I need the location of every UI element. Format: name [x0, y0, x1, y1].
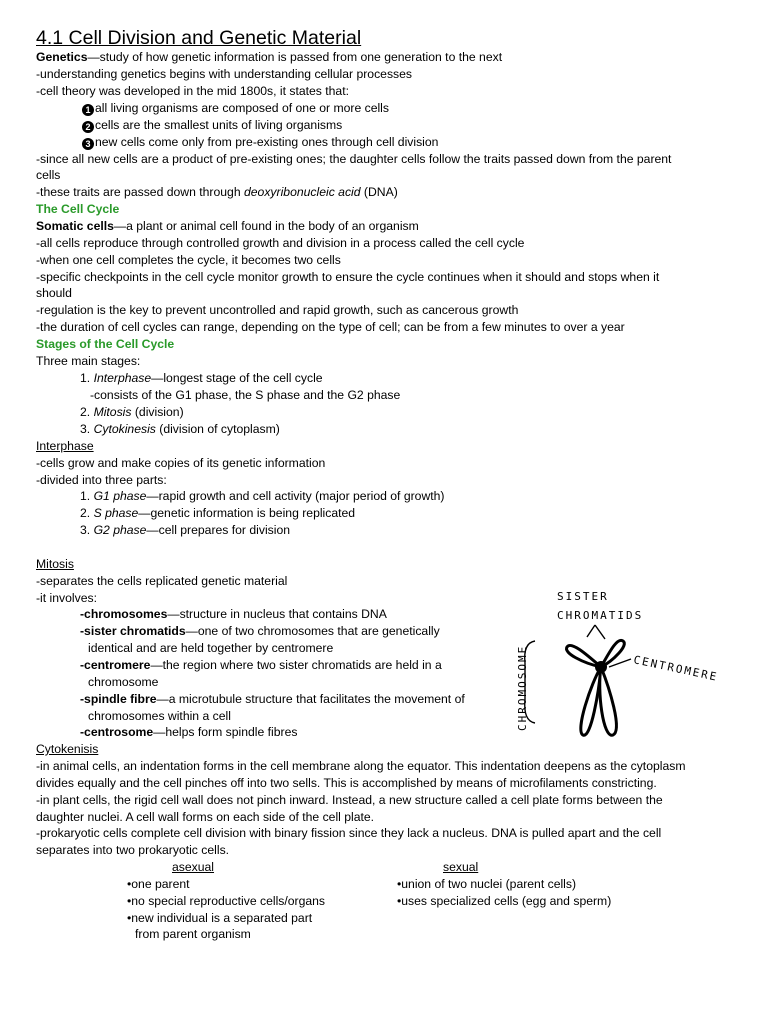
somatic-definition — [36, 218, 419, 235]
term-def-cont: identical and are held together by centromere — [88, 641, 334, 655]
interphase-line: -divided into three parts: — [36, 473, 167, 487]
stage-def: (division) — [131, 405, 184, 419]
number-badge: 2 — [82, 121, 94, 133]
stage-item — [80, 421, 280, 438]
chromosome-diagram — [505, 583, 735, 743]
cycle-line: should — [36, 286, 72, 300]
dna-term: deoxyribonucleic acid — [244, 185, 361, 199]
term-label: -sister chromatids — [80, 624, 186, 638]
phase-def: —cell prepares for division — [146, 523, 291, 537]
stage-number: 1. — [80, 371, 94, 385]
term-label: -centromere — [80, 658, 151, 672]
term-def: —one of two chromosomes that are genetically — [185, 624, 440, 638]
phase-item — [80, 488, 444, 505]
section-heading-cell-cycle: The Cell Cycle — [36, 202, 120, 216]
phase-term: S phase — [93, 506, 139, 520]
asexual-item: •no special reproductive cells/organs — [127, 894, 326, 908]
term-def-cont: chromosomes within a cell — [88, 709, 231, 723]
stage-term: Cytokinesis — [93, 422, 156, 436]
cytokinesis-line: separates into two prokaryotic cells. — [36, 843, 230, 857]
cycle-line: -all cells reproduce through controlled growth and division in a process called the cell cycle — [36, 236, 525, 250]
stage-item — [80, 370, 323, 387]
section-heading-mitosis: Mitosis — [36, 557, 74, 571]
cycle-line: -the duration of cell cycles can range, depending on the type of cell; can be from a few minutes to over a year — [36, 320, 625, 334]
number-badge: 3 — [82, 138, 94, 150]
term-label: -spindle fibre — [80, 692, 157, 706]
stage-term: Interphase — [93, 371, 152, 385]
chromatid-left — [566, 645, 601, 735]
pointer-line — [595, 625, 605, 639]
cycle-line: -when one cell completes the cycle, it becomes two cells — [36, 253, 341, 267]
stage-number: 3. — [80, 422, 94, 436]
label-centromere: CENTROMERE — [632, 653, 720, 684]
cytokinesis-line: daughter nuclei. A cell wall forms on each side of the cell plate. — [36, 810, 375, 824]
theory-text: all living organisms are composed of one or more cells — [95, 101, 389, 115]
cycle-line: -specific checkpoints in the cell cycle monitor growth to ensure the cycle continues when it should and stops when it — [36, 270, 660, 284]
chromatid-right — [600, 640, 625, 735]
intro-line: -since all new cells are a product of pre-existing ones; the daughter cells follow the traits passed down from the parent — [36, 152, 672, 166]
dna-line-pre: -these traits are passed down through — [36, 185, 244, 199]
genetics-definition — [36, 49, 502, 66]
mitosis-line: -it involves: — [36, 591, 97, 605]
phase-number: 1. — [80, 489, 94, 503]
term-def: —a microtubule structure that facilitates the movement of — [156, 692, 465, 706]
term-chromosomes — [80, 606, 387, 623]
phase-term: G2 phase — [93, 523, 147, 537]
asexual-item: •new individual is a separated part — [127, 911, 313, 925]
stage-def: —longest stage of the cell cycle — [151, 371, 323, 385]
asexual-item-cont: from parent organism — [135, 927, 251, 941]
cytokinesis-line: -prokaryotic cells complete cell division with binary fission since they lack a nucleus. DNA is pulled apart and the cell — [36, 826, 662, 840]
somatic-def-text: —a plant or animal cell found in the body of an organism — [113, 219, 419, 233]
stage-number: 2. — [80, 405, 94, 419]
term-def: —structure in nucleus that contains DNA — [167, 607, 387, 621]
term-centrosome — [80, 724, 297, 741]
term-label: -chromosomes — [80, 607, 168, 621]
label-chromosome: CHROMOSOME — [516, 644, 529, 731]
theory-item — [82, 134, 438, 151]
phase-number: 2. — [80, 506, 94, 520]
phase-def: —genetic information is being replicated — [138, 506, 356, 520]
dna-line — [36, 184, 398, 201]
number-badge: 1 — [82, 104, 94, 116]
theory-text: new cells come only from pre-existing ones through cell division — [95, 135, 439, 149]
cytokinesis-line: -in animal cells, an indentation forms in the cell membrane along the equator. This indentation deepens as the cytoplasm — [36, 759, 686, 773]
interphase-line: -cells grow and make copies of its genetic information — [36, 456, 326, 470]
intro-line: cells — [36, 168, 61, 182]
cytokinesis-line: divides equally and the cell pinches off into two sells. This is accomplished by means of microfilaments constricting. — [36, 776, 657, 790]
section-heading-cytokinesis: Cytokenisis — [36, 742, 99, 756]
dna-line-post: (DNA) — [360, 185, 398, 199]
sexual-heading: sexual — [443, 860, 479, 874]
term-def-cont: chromosome — [88, 675, 159, 689]
mitosis-line: -separates the cells replicated genetic material — [36, 574, 288, 588]
asexual-item: •one parent — [127, 877, 190, 891]
phase-def: —rapid growth and cell activity (major period of growth) — [146, 489, 445, 503]
phase-term: G1 phase — [93, 489, 147, 503]
theory-text: cells are the smallest units of living organisms — [95, 118, 343, 132]
somatic-term: Somatic cells — [36, 219, 114, 233]
centromere-dot — [595, 661, 607, 673]
phase-number: 3. — [80, 523, 94, 537]
sexual-item: •union of two nuclei (parent cells) — [397, 877, 577, 891]
term-def: —the region where two sister chromatids are held in a — [150, 658, 442, 672]
cytokinesis-line: -in plant cells, the rigid cell wall does not pinch inward. Instead, a new structure called a cell plate forms between the — [36, 793, 663, 807]
stages-intro: Three main stages: — [36, 354, 141, 368]
genetics-def-text: —study of how genetic information is passed from one generation to the next — [87, 50, 503, 64]
term-spindle-fibre — [80, 691, 465, 708]
term-def: —helps form spindle fibres — [153, 725, 298, 739]
section-heading-interphase: Interphase — [36, 439, 94, 453]
genetics-term: Genetics — [36, 50, 88, 64]
phase-item — [80, 505, 355, 522]
term-label: -centrosome — [80, 725, 154, 739]
stage-def: (division of cytoplasm) — [155, 422, 280, 436]
pointer-line — [587, 625, 595, 637]
page-title: 4.1 Cell Division and Genetic Material — [36, 27, 362, 49]
stage-term: Mitosis — [93, 405, 132, 419]
sexual-item: •uses specialized cells (egg and sperm) — [397, 894, 612, 908]
stage-item — [80, 404, 184, 421]
stage-sub: -consists of the G1 phase, the S phase and the G2 phase — [90, 388, 401, 402]
phase-item — [80, 522, 290, 539]
term-centromere — [80, 657, 442, 674]
label-chromatids: CHROMATIDS — [557, 609, 644, 622]
cycle-line: -regulation is the key to prevent uncontrolled and rapid growth, such as cancerous growth — [36, 303, 519, 317]
theory-item — [82, 100, 389, 117]
intro-line: -understanding genetics begins with understanding cellular processes — [36, 67, 413, 81]
asexual-heading: asexual — [172, 860, 215, 874]
label-sister: SISTER — [557, 590, 609, 603]
intro-line: -cell theory was developed in the mid 1800s, it states that: — [36, 84, 349, 98]
term-sister-chromatids — [80, 623, 440, 640]
section-heading-stages: Stages of the Cell Cycle — [36, 337, 175, 351]
theory-item — [82, 117, 342, 134]
